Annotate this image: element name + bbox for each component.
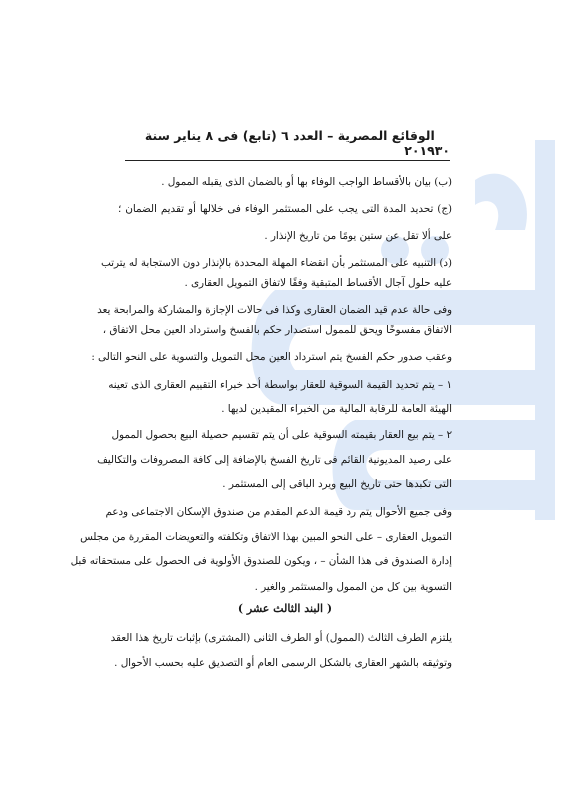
text-line: التمويل العقارى – على النحو المبين بهذا الاتفاق وتكلفته والتعويضات المقررة من مجلس xyxy=(80,531,452,543)
page-number: ٣٠ xyxy=(434,143,450,158)
text-line: الاتفاق مفسوخًا ويحق للممول استصدار حكم بالفسخ واسترداد العين محل الاتفاق ، xyxy=(102,324,452,336)
text-line: إدارة الصندوق فى هذا الشأن – ، ويكون للصندوق الأولوية فى الحصول على مستحقاته قبل xyxy=(70,555,452,567)
text-line: التسوية بين كل من الممول والمستثمر والغير . xyxy=(254,581,452,593)
header-divider xyxy=(125,160,450,161)
text-line: وفى جميع الأحوال يتم رد قيمة الدعم المقدم من صندوق الإسكان الاجتماعى ودعم xyxy=(105,506,452,518)
page-header xyxy=(125,128,450,158)
text-line: (ب) بيان بالأقساط الواجب الوفاء بها أو بالضمان الذى يقبله الممول . xyxy=(161,176,452,188)
text-line: ١ – يتم تحديد القيمة السوقية للعقار بواسطة أحد خبراء التقييم العقارى الذى تعينه xyxy=(108,379,452,391)
text-line: الهيئة العامة للرقابة المالية من الخبراء المقيدين لديها . xyxy=(221,403,452,415)
text-line: التى تكبدها حتى تاريخ البيع ويرد الباقى إلى المستثمر . xyxy=(222,478,452,490)
text-line: يلتزم الطرف الثالث (الممول) أو الطرف الثانى (المشترى) بإثبات تاريخ هذا العقد xyxy=(110,632,452,644)
text-line: على ألا تقل عن ستين يومًا من تاريخ الإنذار . xyxy=(264,230,452,242)
text-line: ٢ – يتم بيع العقار بقيمته السوقية على أن يتم تقسيم حصيلة البيع بحصول الممول xyxy=(111,429,452,441)
journal-issue-title: الوقائع المصرية – العدد ٦ (تابع) فى ٨ يناير سنة ٢٠١٩ xyxy=(144,128,435,158)
text-line: وعقب صدور حكم الفسخ يتم استرداد العين محل التمويل والتسوية على النحو التالى : xyxy=(91,351,452,363)
text-line: (د) التنبيه على المستثمر بأن انقضاء المهلة المحددة بالإنذار دون الاستجابة له يترتب xyxy=(100,257,452,269)
text-line: (ج) تحديد المدة التى يجب على المستثمر الوفاء فى خلالها أو تقديم الضمان ؛ xyxy=(118,203,452,215)
section-heading: ( البند الثالث عشر ) xyxy=(237,602,333,615)
text-line: عليه حلول آجال الأقساط المتبقية وفقًا لاتفاق التمويل العقارى . xyxy=(184,277,452,289)
text-line: على رصيد المديونية القائم فى تاريخ الفسخ بالإضافة إلى كافة المصروفات والتكاليف xyxy=(97,454,452,466)
text-line: وفى حالة عدم قيد الضمان العقارى وكذا فى حالات الإجازة والمشاركة والمرابحة يعد xyxy=(97,304,452,316)
text-line: وتوثيقه بالشهر العقارى بالشكل الرسمى العام أو التصديق عليه بحسب الأحوال . xyxy=(114,657,452,669)
